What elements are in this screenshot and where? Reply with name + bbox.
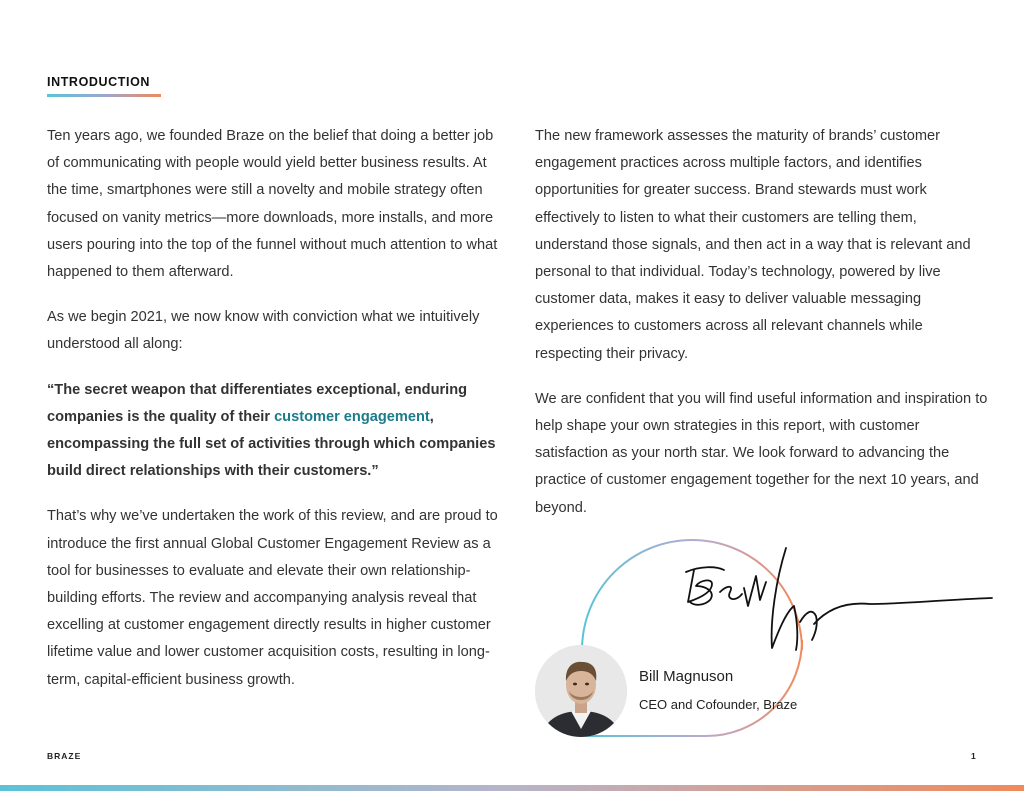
- bottom-gradient-bar: [0, 785, 1024, 791]
- pull-quote-part-1: “The secret weapon that differentiates exceptional, enduring companies is the quality of their: [47, 381, 468, 425]
- framework-paragraph: The new framework assesses the maturity of brands’ customer engagement practices across multiple factors, and identifies opportunities for greater success. Brand stewards must work effectively to listen to what their customers are telling them, understand those signals, and then act in a way that is relevant and personal to that individual. Today’s technology, powered by live customer data, makes it easy to deliver valuable messaging experiences to customers across all relevant channels while respecting their privacy.: [535, 128, 971, 362]
- page-number: 1: [971, 751, 976, 761]
- intro-paragraph-3: That’s why we’ve undertaken the work of this review, and are proud to introduce the first annual Global Customer Engagement Review as a tool for businesses to evaluate and elevate their own relationship-building efforts. The review and accompanying analysis reveal that excelling at customer engagement directly results in higher customer lifetime value and lower customer acquisition costs, resulting in long-term, capital-efficient business growth.: [47, 508, 498, 688]
- pull-quote-highlight: customer engagement: [274, 408, 430, 425]
- signatory-title: CEO and Cofounder, Braze: [639, 697, 798, 712]
- intro-paragraph-1: Ten years ago, we founded Braze on the belief that doing a better job of communicating with people would yield better business results. At the time, smartphones were still a novelty and mobile strategy often focused on vanity metrics—more downloads, more installs, and more users pouring into the top of the funnel without much attention to what happened to them afterward.: [47, 128, 498, 281]
- pull-quote-part-2: , encompassing the full set of activities through which companies build direct relationships with their customers.”: [47, 408, 496, 480]
- closing-paragraph: We are confident that you will find useful information and inspiration to help shape your own strategies in this report, with customer satisfaction as your north star. We look forward to advancing the practice of customer engagement together for the next 10 years, and beyond.: [535, 390, 988, 516]
- footer-brand: BRAZE: [47, 751, 82, 761]
- handwritten-signature: [686, 548, 992, 650]
- signatory-name: Bill Magnuson: [639, 668, 734, 685]
- pull-quote: [47, 377, 509, 486]
- left-column: [47, 123, 509, 694]
- intro-paragraph-2: As we begin 2021, we now know with conviction what we intuitively understood all along:: [47, 309, 480, 353]
- section-label: INTRODUCTION: [47, 75, 151, 89]
- section-label-underline: [47, 94, 161, 97]
- right-column: [535, 123, 990, 540]
- ceo-portrait: [535, 645, 627, 737]
